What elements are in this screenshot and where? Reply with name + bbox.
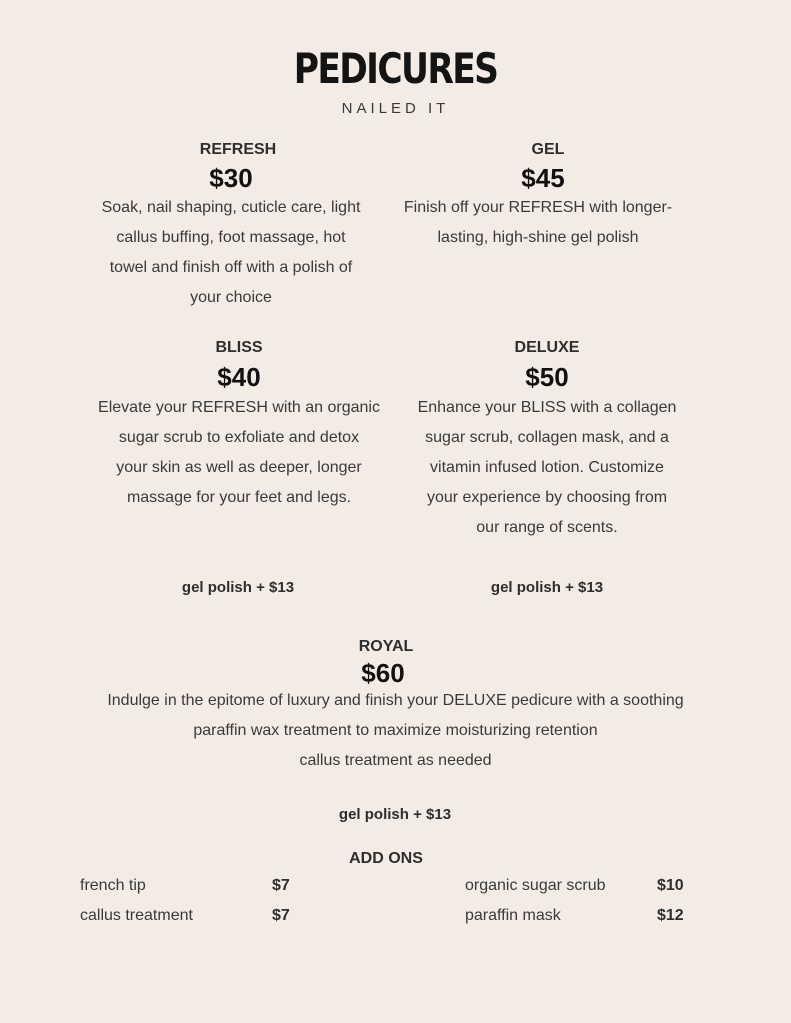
royal-description	[40, 686, 751, 776]
refresh-desc-line: your choice	[190, 289, 272, 306]
refresh-price: $30	[209, 163, 253, 193]
page-title: PEDICURES	[293, 44, 498, 93]
deluxe-description	[377, 393, 717, 543]
gel-description	[368, 193, 708, 253]
bliss-desc-line: sugar scrub to exfoliate and detox	[118, 429, 360, 446]
add-ons-title: ADD ONS	[349, 850, 423, 867]
deluxe-desc-line: Enhance your BLISS with a collagen	[417, 399, 677, 416]
gel-polish-note-left: gel polish + $13	[181, 579, 295, 596]
bliss-description	[59, 393, 419, 513]
deluxe-name: DELUXE	[514, 339, 580, 356]
deluxe-desc-line: our range of scents.	[476, 519, 618, 536]
royal-price: $60	[361, 658, 405, 688]
gel-name: GEL	[531, 141, 565, 158]
deluxe-desc-line: sugar scrub, collagen mask, and a	[425, 429, 669, 446]
royal-desc-line: paraffin wax treatment to maximize moisturizing retention	[193, 722, 598, 739]
gel-polish-note-right: gel polish + $13	[490, 579, 604, 596]
bliss-price: $40	[217, 362, 261, 392]
bliss-desc-line: Elevate your REFRESH with an organic	[98, 399, 380, 416]
bliss-desc-line: your skin as well as deeper, longer	[116, 459, 362, 476]
addon-french-tip-price: $7	[272, 877, 290, 894]
addon-paraffin-mask-price: $12	[657, 907, 684, 924]
addon-organic-sugar-scrub-price: $10	[657, 877, 684, 894]
refresh-name: REFRESH	[199, 141, 277, 158]
deluxe-desc-line: your experience by choosing from	[426, 489, 668, 506]
refresh-desc-line: callus buffing, foot massage, hot	[116, 229, 346, 246]
gel-polish-note-royal: gel polish + $13	[338, 806, 452, 823]
bliss-desc-line: massage for your feet and legs.	[126, 489, 352, 506]
page-subtitle: NAILED IT	[341, 100, 450, 117]
addon-paraffin-mask: paraffin mask	[465, 907, 561, 924]
royal-desc-line: Indulge in the epitome of luxury and finish your DELUXE pedicure with a soothing	[107, 692, 684, 709]
royal-name: ROYAL	[358, 638, 414, 655]
addon-callus-treatment-price: $7	[272, 907, 290, 924]
deluxe-desc-line: vitamin infused lotion. Customize	[430, 459, 664, 476]
gel-desc-line: lasting, high-shine gel polish	[437, 229, 639, 246]
addon-organic-sugar-scrub: organic sugar scrub	[465, 877, 606, 894]
royal-desc-line: callus treatment as needed	[299, 752, 492, 769]
addon-callus-treatment: callus treatment	[80, 907, 193, 924]
bliss-name: BLISS	[215, 339, 263, 356]
refresh-description	[61, 193, 401, 313]
gel-desc-line: Finish off your REFRESH with longer-	[403, 199, 673, 216]
gel-price: $45	[521, 163, 565, 193]
refresh-desc-line: Soak, nail shaping, cuticle care, light	[101, 199, 361, 216]
addon-french-tip: french tip	[80, 877, 146, 894]
refresh-desc-line: towel and finish off with a polish of	[109, 259, 353, 276]
deluxe-price: $50	[525, 362, 569, 392]
